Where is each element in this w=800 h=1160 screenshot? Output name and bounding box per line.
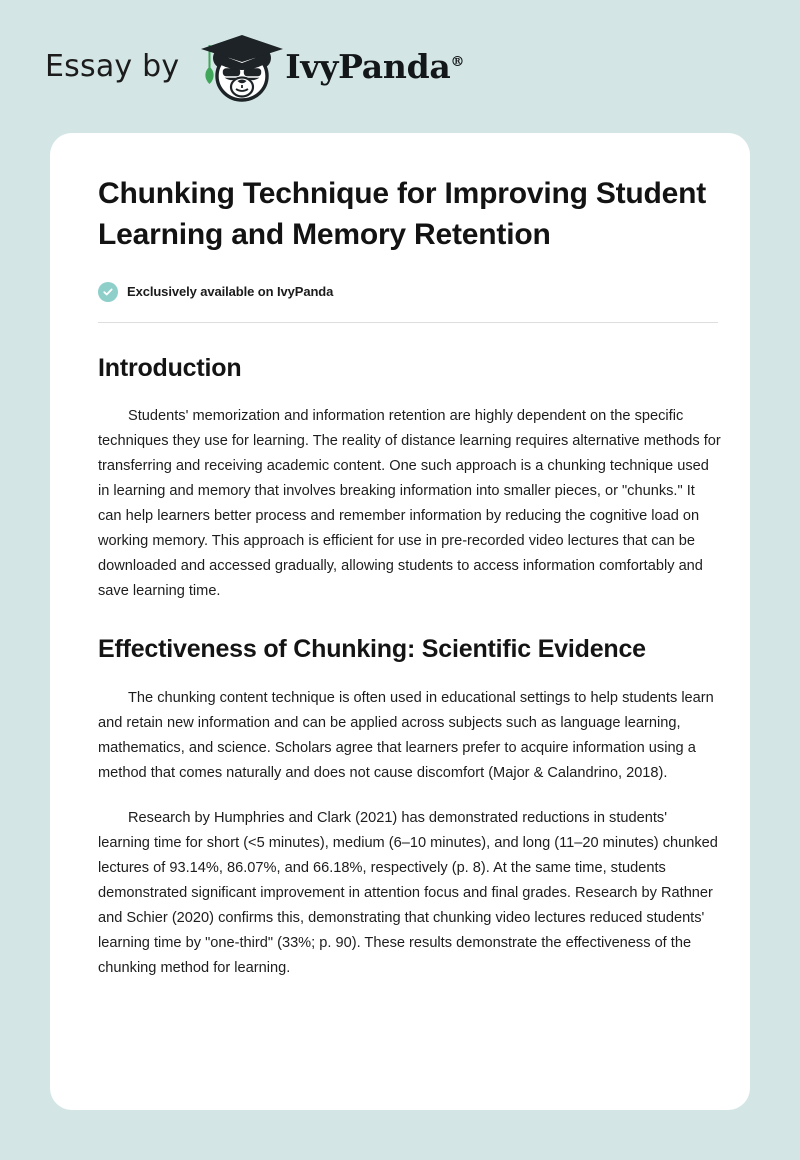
brand-name-text: IvyPanda — [285, 47, 451, 86]
header-divider — [98, 322, 718, 323]
exclusive-availability-badge — [98, 282, 722, 302]
paragraph: Students' memorization and information retention are highly dependent on the specific techniques they use for learning. The reality of distance learning requires alternative methods for transferring and receiving academic content. One such approach is a chunking technique used in learning and memory that involves breaking information into smaller pieces, or "chunks." It can help learners better process and remember information by reducing the cognitive load on working memory. This approach is efficient for use in pre-recorded video lectures that can be downloaded and accessed gradually, allowing students to access information comfortably and save learning time. — [98, 408, 721, 600]
paragraph: Research by Humphries and Clark (2021) has demonstrated reductions in students' learning time for short (<5 minutes), medium (6–10 minutes), and long (11–20 minutes) chunked lectures of 93.14%, 86.07%, and 66.18%, respectively (p. 8). At the same time, students demonstrated significant improvement in attention focus and final grades. Research by Rathner and Schier (2020) confirms this, demonstrating that chunking video lectures reduced students' learning time by "one-third" (33%; p. 90). These results demonstrate the effectiveness of the chunking method for learning. — [98, 809, 718, 976]
panda-graduate-logo-icon — [195, 31, 289, 103]
registered-trademark-symbol: ® — [450, 54, 465, 70]
check-circle-icon — [98, 282, 118, 302]
brand-wordmark — [285, 47, 464, 86]
essay-card — [50, 133, 750, 1110]
brand-header — [0, 0, 800, 133]
page-title: Chunking Technique for Improving Student Learning and Memory Retention — [98, 177, 707, 252]
section-heading-effectiveness: Effectiveness of Chunking: Scientific Evidence — [98, 635, 646, 664]
ivypanda-logo[interactable] — [195, 31, 464, 103]
exclusive-availability-label: Exclusively available on IvyPanda — [127, 284, 334, 300]
essay-by-label: Essay by — [45, 49, 180, 84]
section-heading-introduction: Introduction — [98, 353, 242, 382]
paragraph: The chunking content technique is often used in educational settings to help students learn and retain new information and can be applied across subjects such as language learning, mathematics, and science. Scholars agree that learners prefer to acquire information using a method that comes naturally and does not cause discomfort (Major & Calandrino, 2018). — [98, 689, 714, 781]
